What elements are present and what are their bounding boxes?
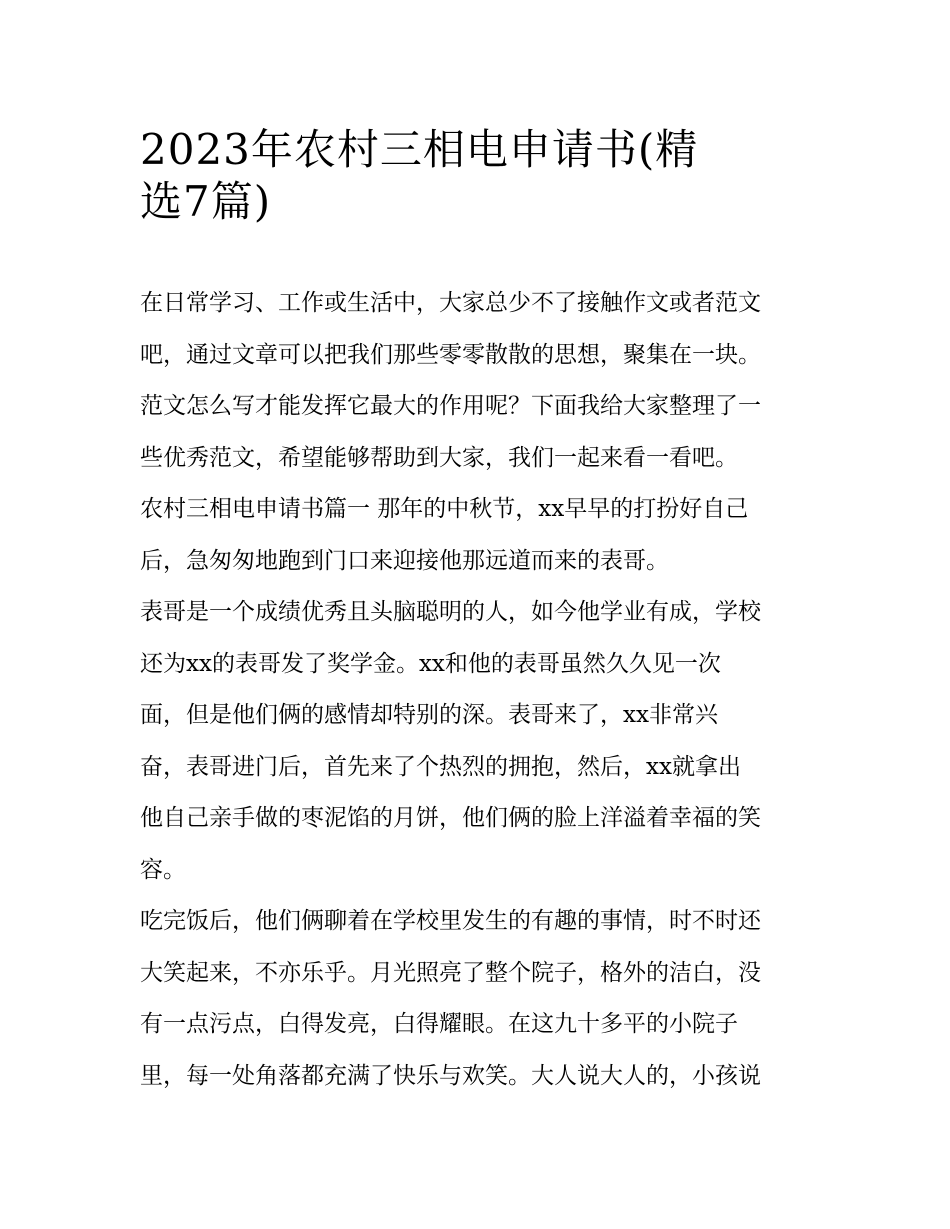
text-line: 吧，通过文章可以把我们那些零零散散的思想，聚集在一块。	[140, 341, 761, 368]
text-line: 农村三相电申请书篇一 那年的中秋节，xx早早的打扮好自己	[140, 496, 749, 522]
text-line: 大笑起来，不亦乐乎。月光照亮了整个院子，格外的洁白，没	[140, 959, 761, 986]
text-line: 吃完饭后，他们俩聊着在学校里发生的有趣的事情，时不时还	[140, 908, 761, 934]
title-line: 2023年农村三相电申请书(精	[140, 125, 699, 174]
text-line: 面，但是他们俩的感情却特别的深。表哥来了，xx非常兴	[140, 702, 718, 728]
text-line: 里，每一处角落都充满了快乐与欢笑。大人说大人的，小孩说	[140, 1062, 761, 1089]
title-line: 选7篇)	[140, 176, 272, 226]
text-line: 有一点污点，白得发亮，白得耀眼。在这九十多平的小院子	[140, 1011, 738, 1037]
document-title	[140, 112, 820, 226]
text-line: 在日常学习、工作或生活中，大家总少不了接触作文或者范文	[140, 290, 761, 316]
text-line: 他自己亲手做的枣泥馅的月饼，他们俩的脸上洋溢着幸福的笑	[140, 805, 761, 831]
text-line: 还为xx的表哥发了奖学金。xx和他的表哥虽然久久见一次	[140, 650, 721, 677]
text-line: 些优秀范文，希望能够帮助到大家，我们一起来看一看吧。	[140, 444, 738, 471]
text-line: 容。	[140, 856, 186, 883]
text-line: 奋，表哥进门后，首先来了个热烈的拥抱，然后，xx就拿出	[140, 753, 741, 780]
document-body	[140, 278, 830, 1102]
text-line: 范文怎么写才能发挥它最大的作用呢？下面我给大家整理了一	[140, 393, 761, 419]
text-line: 表哥是一个成绩优秀且头脑聪明的人，如今他学业有成，学校	[140, 599, 761, 625]
text-line: 后，急匆匆地跑到门口来迎接他那远道而来的表哥。	[140, 547, 669, 574]
